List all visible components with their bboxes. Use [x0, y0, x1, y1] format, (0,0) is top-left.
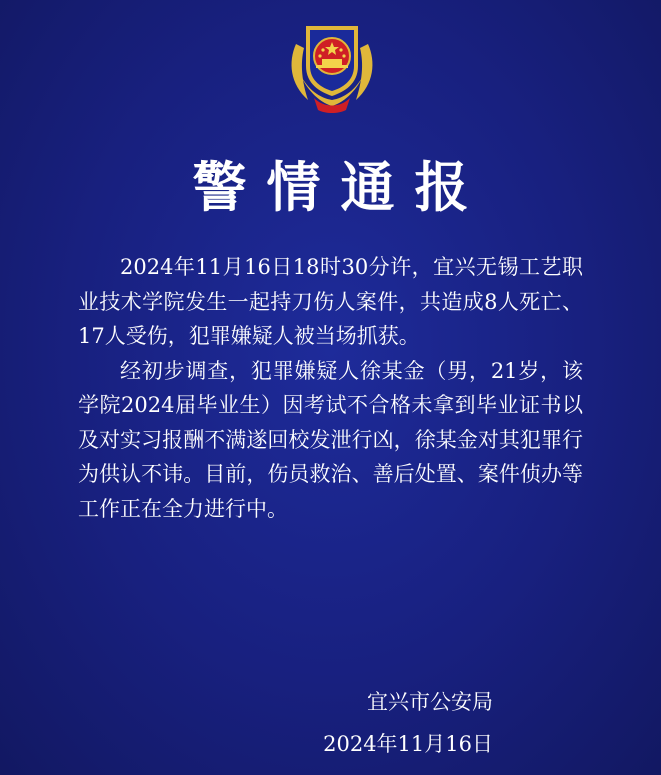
issue-date: 2024年11月16日: [323, 732, 493, 756]
issuer-signature: 宜兴市公安局: [367, 690, 493, 714]
notice-body: [78, 250, 583, 526]
notice-paragraph: 2024年11月16日18时30分许，宜兴无锡工艺职业技术学院发生一起持刀伤人案件，共造成8人死亡、17人受伤，犯罪嫌疑人被当场抓获。: [78, 255, 583, 348]
notice-paragraph: 经初步调查，犯罪嫌疑人徐某金（男，21岁，该学院2024届毕业生）因考试不合格未拿到毕业证书以及对实习报酬不满遂回校发泄行凶，徐某金对其犯罪行为供认不讳。目前，伤员救治、善后处置、案件侦办等工作正在全力进行中。: [78, 358, 583, 521]
police-emblem-icon: [280, 14, 384, 118]
notice-title: 警情通报: [192, 156, 489, 219]
